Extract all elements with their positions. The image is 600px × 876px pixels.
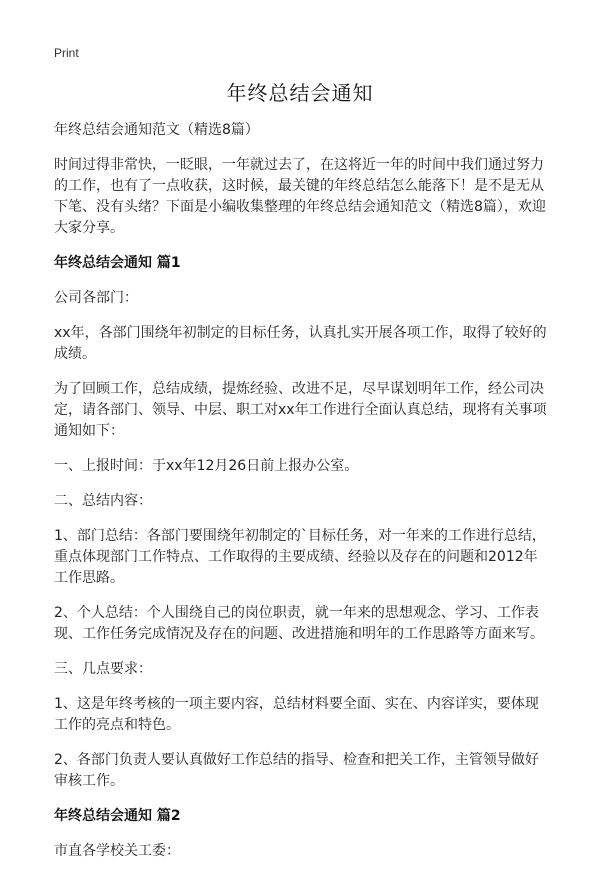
intro-paragraph: 时间过得非常快，一眨眼，一年就过去了，在这将近一年的时间中我们通过努力的工作，也有了一点收获，这时候，最关键的年终总结怎么能落下！是不是无从下笔、没有头绪？下面是小编收集整理的年终总结会通知范文（精选8篇），欢迎大家分享。 (54, 157, 546, 236)
section-2-salutation: 市直各学校关工委： (54, 843, 180, 859)
print-link[interactable]: Print (54, 46, 79, 60)
section-1-paragraph-1: xx年，各部门围绕年初制定的目标任务，认真扎实开展各项工作，取得了较好的成绩。 (54, 325, 547, 362)
section-1-item-2-1: 1、部门总结：各部门要围绕年初制定的`目标任务，对一年来的工作进行总结，重点体现部门工作特点、工作取得的主要成绩、经验以及存在的问题和2012年工作思路。 (54, 528, 546, 586)
document-body (54, 120, 548, 876)
section-1-item-3: 三、几点要求： (54, 661, 152, 677)
section-2-heading: 年终总结会通知 篇2 (54, 808, 181, 824)
section-1-item-1: 一、上报时间：于xx年12月26日前上报办公室。 (54, 458, 359, 474)
section-1-item-2-2: 2、个人总结：个人围绕自己的岗位职责，就一年来的思想观念、学习、工作表现、工作任务完成情况及存在的问题、改进措施和明年的工作思路等方面来写。 (54, 605, 544, 642)
section-1-paragraph-2: 为了回顾工作，总结成绩，提炼经验、改进不足，尽早谋划明年工作，经公司决定，请各部门、领导、中层、职工对xx年工作进行全面认真总结，现将有关事项通知如下： (54, 381, 547, 439)
subtitle: 年终总结会通知范文（精选8篇） (54, 122, 259, 138)
section-1-item-3-1: 1、这是年终考核的一项主要内容，总结材料要全面、实在、内容详实，要体现工作的亮点和特色。 (54, 696, 539, 733)
page-title: 年终总结会通知 (226, 81, 374, 105)
section-1-salutation: 公司各部门： (54, 290, 138, 306)
section-1-item-2: 二、总结内容： (54, 493, 152, 509)
section-1-item-3-2: 2、各部门负责人要认真做好工作总结的指导、检查和把关工作，主管领导做好审核工作。 (54, 752, 539, 789)
section-1-heading: 年终总结会通知 篇1 (54, 255, 181, 271)
